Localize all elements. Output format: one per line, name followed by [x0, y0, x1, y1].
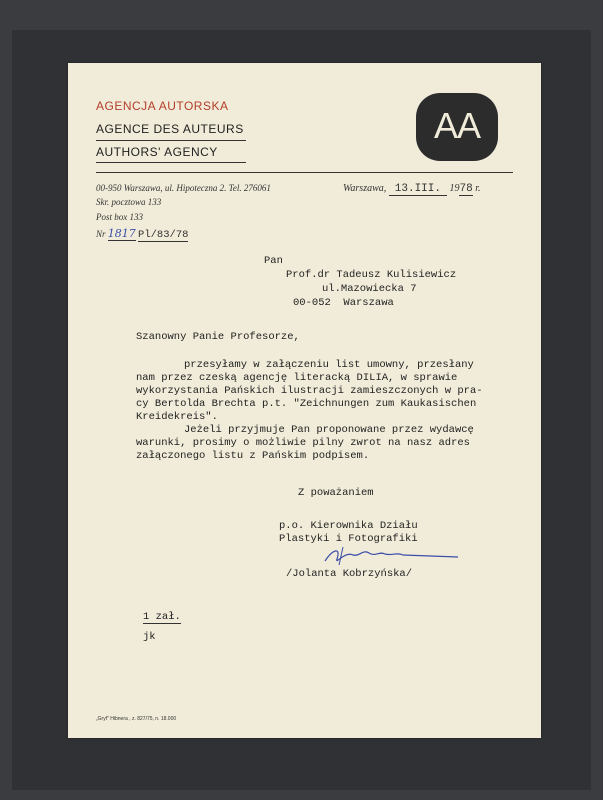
recipient-street: ul.Mazowiecka 7	[322, 283, 417, 295]
handwritten-signature	[323, 543, 463, 569]
date-r: r.	[475, 183, 481, 194]
enclosure-note: 1 zał.	[143, 611, 181, 623]
signatory-name: /Jolanta Kobrzyńska/	[286, 568, 413, 580]
agency-address: 00-950 Warszawa, ul. Hipoteczna 2. Tel. 276061	[96, 183, 271, 193]
signatory-title: p.o. Kierownika Działu	[279, 520, 418, 532]
reference-handwritten: 1817	[107, 227, 136, 240]
agency-name-french: AGENCE DES AUTEURS	[96, 122, 244, 136]
reference-number	[96, 227, 188, 241]
body-line: wykorzystania Pańskich ilustracji zamieszczonych w pra-	[136, 385, 483, 397]
date-year-prefix: 19	[449, 183, 460, 194]
agency-name-polish: AGENCJA AUTORSKA	[96, 99, 229, 113]
signatory-department: Plastyki i Fotografiki	[279, 533, 418, 545]
body-line: Kreidekreis".	[136, 411, 218, 423]
date-day-month: 13.III.	[389, 183, 447, 196]
agency-logo	[416, 93, 498, 161]
recipient-city: 00-052 Warszawa	[293, 297, 394, 309]
recipient-name: Prof.dr Tadeusz Kulisiewicz	[286, 269, 457, 281]
reference-label: Nr	[96, 229, 106, 239]
printer-imprint: „Gryf" Hibnera , z. 827/75, n. 18.000	[96, 716, 177, 722]
body-line: warunki, prosimy o możliwie pilny zwrot na nasz adres	[136, 437, 470, 449]
date-place: Warszawa,	[343, 183, 387, 194]
header-long-rule	[96, 172, 513, 173]
body-line: cy Bertolda Brechta p.t. "Zeichnungen zum Kaukasischen	[136, 398, 477, 410]
agency-name-english: AUTHORS' AGENCY	[96, 145, 218, 159]
closing: Z poważaniem	[298, 487, 374, 499]
date-line	[343, 183, 480, 195]
salutation: Szanowny Panie Profesorze,	[136, 331, 300, 343]
logo-text: AA	[433, 105, 481, 146]
reference-typed: Pl/83/78	[138, 229, 189, 241]
post-office-box-pl: Skr. pocztowa 133	[96, 197, 162, 207]
body-line: załączonego listu z Pańskim podpisem.	[136, 450, 370, 462]
letter-page	[68, 63, 541, 738]
recipient-pan: Pan	[264, 255, 283, 267]
header-divider	[96, 140, 246, 141]
body-line: przesyłamy w załączeniu list umowny, przesłany	[184, 359, 474, 371]
typist-initials: jk	[143, 631, 156, 643]
post-office-box-en: Post box 133	[96, 212, 143, 222]
body-line: Jeżeli przyjmuje Pan proponowane przez wydawcę	[184, 424, 474, 436]
body-line: nam przez czeską agencję literacką DILIA, w sprawie	[136, 372, 458, 384]
date-year-suffix: 78	[459, 183, 473, 195]
header-divider	[96, 162, 246, 163]
